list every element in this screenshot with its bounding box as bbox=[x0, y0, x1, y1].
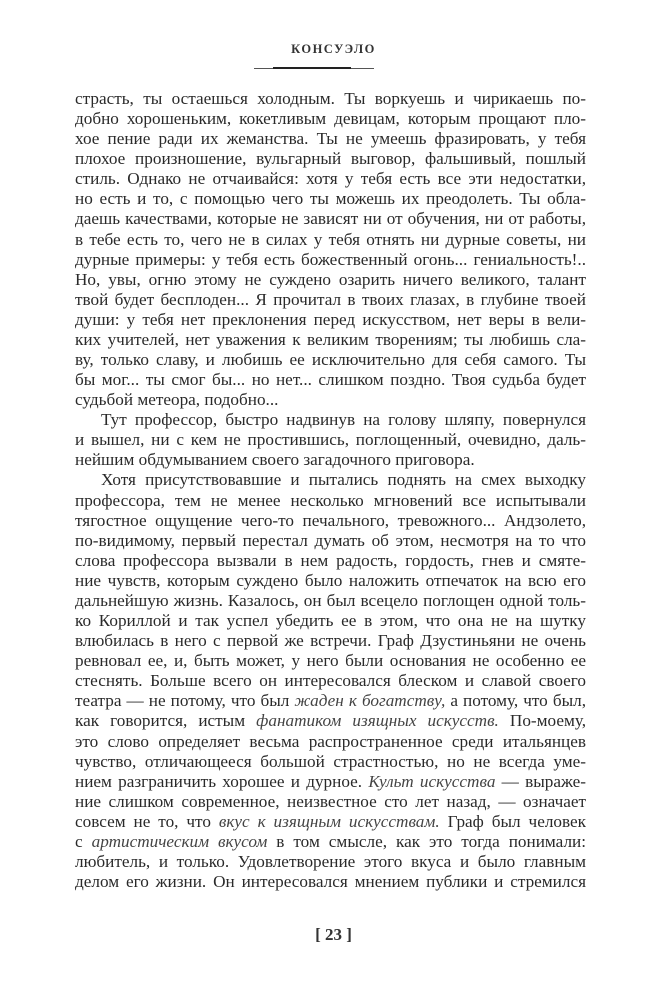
text-segment: театра — не потому, что был bbox=[75, 691, 295, 711]
text-segment: но есть и то, с помощью чего ты можешь их преодолеть. Ты обла- bbox=[75, 189, 586, 209]
text-segment: с bbox=[75, 831, 92, 851]
text-segment: бы мог... ты смог бы... но нет... слишком поздно. Твоя судьба будет bbox=[75, 370, 586, 390]
running-title: КОНСУЭЛО bbox=[291, 42, 376, 56]
text-line bbox=[75, 591, 586, 611]
text-segment: совсем не то, что bbox=[75, 811, 219, 831]
text-line bbox=[75, 792, 586, 812]
italic-phrase: вкус к изящным искусствам. bbox=[218, 811, 440, 831]
text-segment: души: у тебя нет преклонения перед искусством, нет веры в вели- bbox=[75, 309, 586, 329]
text-segment: Хотя присутствовавшие и пытались поднять на смех выходку bbox=[101, 470, 586, 490]
text-line bbox=[75, 571, 586, 591]
text-line bbox=[75, 470, 586, 490]
text-segment: Граф был человек bbox=[439, 811, 586, 831]
text-segment: стеснять. Больше всего он интересовался блеском и славой своего bbox=[75, 671, 586, 691]
text-segment: профессора, тем не менее несколько мгновений все испытывали bbox=[75, 490, 586, 510]
text-segment: хое пение ради их жеманства. Ты не умеешь фразировать, у тебя bbox=[75, 129, 586, 149]
header-rule-accent bbox=[273, 67, 351, 69]
text-segment: ние слишком современное, неизвестное сто лет назад, — означает bbox=[75, 791, 586, 811]
text-line bbox=[75, 872, 586, 892]
text-line bbox=[75, 370, 586, 390]
text-segment: нием разграничить хорошее и дурное. bbox=[75, 771, 369, 791]
text-segment: дальнейшую жизнь. Казалось, он был всецело поглощен одной толь- bbox=[75, 590, 586, 610]
text-segment: по-видимому, первый перестал думать об этом, несмотря на то что bbox=[75, 530, 586, 550]
text-segment: По-моему, bbox=[498, 711, 586, 731]
italic-phrase: жаден к богатству, bbox=[294, 691, 446, 711]
text-segment: страсть, ты остаешься холодным. Ты воркуешь и чирикаешь по- bbox=[75, 89, 586, 108]
text-segment: ревновал ее, и, быть может, у него были основания не особенно ее bbox=[75, 651, 586, 671]
text-segment: плохое произношение, вульгарный выговор, фальшивый, пошлый bbox=[75, 149, 586, 169]
text-line bbox=[75, 511, 586, 531]
text-segment: Тут профессор, быстро надвинув на голову шляпу, повернулся bbox=[101, 410, 586, 430]
text-line bbox=[75, 310, 586, 330]
text-segment: влюбилась в него с первой же встречи. Граф Дзустиньяни не очень bbox=[75, 631, 586, 651]
text-line bbox=[75, 290, 586, 310]
text-line bbox=[75, 711, 586, 731]
text-segment: ву, только славу, и любишь ее исключительно для себя самого. Ты bbox=[75, 350, 586, 370]
text-line bbox=[75, 350, 586, 370]
page-body-text bbox=[75, 89, 586, 892]
text-line bbox=[75, 691, 586, 711]
text-segment: нейшим обдумыванием своего загадочного приговора. bbox=[75, 450, 475, 470]
italic-phrase: Культ искусства bbox=[368, 771, 496, 791]
text-line bbox=[75, 631, 586, 651]
text-segment: Но, увы, огню этому не суждено озарить ничего великого, талант bbox=[75, 269, 586, 289]
italic-phrase: артистическим вкусом bbox=[91, 831, 268, 851]
text-line bbox=[75, 410, 586, 430]
text-segment: судьбой метеора, подобно... bbox=[75, 390, 279, 410]
text-line bbox=[75, 209, 586, 229]
text-segment: в том смысле, как это тогда понимали: bbox=[267, 831, 586, 851]
text-segment: чувство, отличающееся большой страстностью, но не всегда уме- bbox=[75, 751, 586, 771]
text-segment: стиль. Однако не отчаивайся: хотя у тебя есть все эти недостатки, bbox=[75, 169, 586, 189]
text-line bbox=[75, 531, 586, 551]
text-line bbox=[75, 109, 586, 129]
text-segment: слова профессора вызвали в нем радость, гордость, гнев и смяте- bbox=[75, 550, 586, 570]
italic-phrase: фанатиком изящных искусств. bbox=[256, 711, 499, 731]
text-line bbox=[75, 832, 586, 852]
text-line bbox=[75, 149, 586, 169]
text-line bbox=[75, 852, 586, 872]
text-segment: ких учителей, нет уважения к великим творениям; ты любишь сла- bbox=[75, 329, 586, 349]
text-line bbox=[75, 129, 586, 149]
text-line bbox=[75, 230, 586, 250]
text-line bbox=[75, 671, 586, 691]
text-segment: добно хорошеньким, кокетливым девицам, которым прощают пло- bbox=[75, 109, 586, 129]
text-line bbox=[75, 250, 586, 270]
text-segment: дурные примеры: у тебя есть божественный огонь... гениальность!.. bbox=[75, 249, 586, 269]
text-segment: любитель, и только. Удовлетворение этого вкуса и было главным bbox=[75, 851, 586, 871]
text-line bbox=[75, 450, 586, 470]
text-segment: а потому, что был, bbox=[445, 691, 586, 711]
text-segment: делом его жизни. Он интересовался мнением публики и стремился bbox=[75, 872, 586, 892]
text-line bbox=[75, 169, 586, 189]
text-segment: ко Кориллой и так успел убедить ее в этом, что она не на шутку bbox=[75, 611, 586, 631]
text-line bbox=[75, 430, 586, 450]
text-line bbox=[75, 189, 586, 209]
text-segment: в тебе есть то, чего не в силах у тебя отнять ни дурные советы, ни bbox=[75, 229, 586, 249]
text-line bbox=[75, 270, 586, 290]
page-number: [ 23 ] bbox=[315, 925, 352, 944]
text-line bbox=[75, 551, 586, 571]
text-line bbox=[75, 651, 586, 671]
text-line bbox=[75, 611, 586, 631]
text-line bbox=[75, 752, 586, 772]
text-line bbox=[75, 89, 586, 109]
text-line bbox=[75, 390, 586, 410]
text-line bbox=[75, 812, 586, 832]
text-segment: как говорится, истым bbox=[75, 711, 257, 731]
text-segment: тягостное ощущение чего-то печального, тревожного... Андзолето, bbox=[75, 510, 586, 530]
text-segment: это слово определяет весьма распространенное среди итальянцев bbox=[75, 731, 586, 751]
text-line bbox=[75, 491, 586, 511]
text-segment: и вышел, ни с кем не простившись, поглощенный, очевидно, даль- bbox=[75, 430, 586, 450]
text-segment: ние чувств, которым суждено было наложить отпечаток на всю его bbox=[75, 570, 586, 590]
text-line bbox=[75, 772, 586, 792]
text-segment: даешь качествами, которые не зависят ни от обучения, ни от работы, bbox=[75, 209, 586, 229]
text-line bbox=[75, 732, 586, 752]
text-segment: — выраже- bbox=[495, 771, 587, 791]
text-segment: твой будет бесплоден... Я прочитал в твоих глазах, в глубине твоей bbox=[75, 289, 586, 309]
text-line bbox=[75, 330, 586, 350]
